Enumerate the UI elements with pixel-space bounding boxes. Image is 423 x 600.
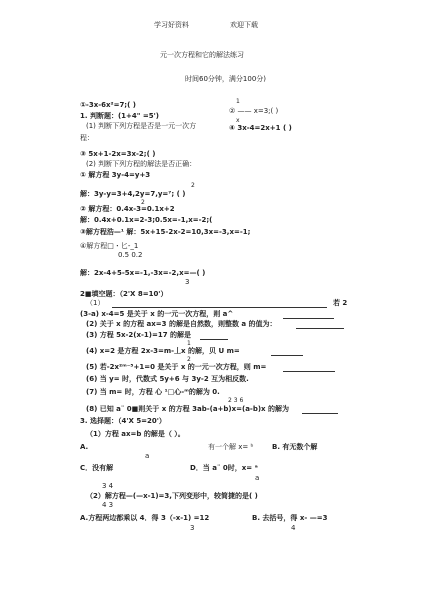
text-line: (3-a) x-4=5 是关于 x 的一元一次方程，则 a^ <box>80 310 234 318</box>
text-line: ② —— x=3;( ) <box>229 107 279 115</box>
answer-blank[interactable] <box>302 406 338 414</box>
text-line: ① 解方程 3y-4=y+3 <box>80 171 151 179</box>
text-line: 2 3 6 <box>228 397 244 404</box>
text-line: x <box>236 117 240 124</box>
text-line: A. <box>80 443 89 451</box>
text-line: D．当 a¨ 0时，x= ᵃ <box>190 464 258 472</box>
text-line: 1 <box>236 98 240 105</box>
text-line: 3 4 <box>102 482 114 490</box>
text-line: 解：0.4x+0.1x=2-3;0.5x=-1,x=-2;( <box>80 216 213 224</box>
answer-blank[interactable] <box>283 311 334 319</box>
answer-blank[interactable] <box>283 364 335 372</box>
text-line: 有一个解 x= ᵇ <box>208 443 254 451</box>
answer-blank[interactable] <box>296 321 344 329</box>
answer-blank[interactable] <box>200 332 228 340</box>
page-subtitle: 时间60分钟，满分100分) <box>185 75 266 83</box>
text-line: 3. 选择题：（4'X 5=20'） <box>80 417 166 425</box>
text-line: 1. 判断题：(1+4" =5') <box>80 112 159 120</box>
text-line: ③ 5x+1-2x=3x-2;( ) <box>80 150 156 158</box>
text-line: （2）解方程—(—x-1)=3,下列变形中，较简捷的是( ) <box>86 492 258 500</box>
text-line: (4) x=2 是方程 2x-3=m-丄x 的解，贝 U m= <box>86 347 240 355</box>
page-title: 元一次方程和它的解法练习 <box>160 51 244 59</box>
text-line: (2) 关于 x 的方程 ax=3 的解是自然数，则整数 a 的值为： <box>86 320 277 328</box>
text-line: C．没有解 <box>80 464 114 472</box>
text-line: (5) 若-2x²ᵐ⁻⁵+1=0 是关于 x 的一元一次方程，则 m= <box>86 363 267 371</box>
text-line: B. 有无数个解 <box>272 443 318 451</box>
header-left: 学习好资料 <box>154 21 189 29</box>
text-line: (7) 当 m= 时，方程 心 ¹□心-ᵐ的解为 0. <box>86 388 220 396</box>
text-line: ④ 3x-4=2x+1 ( ) <box>229 124 292 132</box>
answer-blank[interactable] <box>271 348 303 356</box>
text-line: （1）方程 ax=b 的解是（ ）。 <box>86 430 185 438</box>
text-line: 3 <box>185 278 190 286</box>
text-line: 解：2x-4+5-5x=-1,-3x=-2,x=—( ) <box>80 269 206 277</box>
text-line: 4 3 <box>102 501 114 509</box>
text-line: ①-3x-6x²=7;( ) <box>80 101 136 109</box>
text-line: 2 <box>191 182 195 189</box>
text-line: a <box>145 452 150 460</box>
text-line: （1） <box>86 299 105 307</box>
text-line: (3) 方程 5x-2(x-1)=17 的解是 <box>86 331 192 339</box>
text-line: 2■填空题：（2'X 8=10'） <box>80 290 168 298</box>
text-line: (2) 判断下列方程的解法是否正确： <box>86 160 197 168</box>
answer-blank[interactable] <box>112 300 327 308</box>
text-line: ② 解方程：0.4x-3=0.1x+2 <box>80 205 175 213</box>
text-line: a <box>255 474 260 482</box>
text-line: (6) 当 y= 时，代数式 5y+6 与 3y-2 互为相反数. <box>86 375 249 383</box>
text-line: ④解方程□・匕-_1 <box>80 242 139 250</box>
text-line: B. 去括号，得 x- —=3 <box>252 514 328 522</box>
text-line: (8) 已知 a¨ 0■则关于 x 的方程 3ab-(a+b)x=(a-b)x 的解为 <box>86 405 289 413</box>
text-line: ③解方程浩—¹ 解：5x+15-2x-2=10,3x=-3,x=-1; <box>80 228 251 236</box>
text-line: 2 <box>187 356 191 363</box>
text-line: 解：3y-y=3+4,2y=7,y=⁷; ( ) <box>80 190 186 198</box>
text-line: (1) 判断下列方程是否是一元一次方 <box>86 122 197 130</box>
text-line: 若 2 <box>333 299 348 307</box>
text-line: 1 <box>187 340 191 347</box>
text-line: 4 <box>291 524 296 532</box>
text-line: A.方程两边都乘以 4．得 3（-x-1) =12 <box>80 514 210 522</box>
text-line: 0.5 0.2 <box>118 251 143 259</box>
text-line: 2 <box>141 199 145 206</box>
text-line: 程： <box>80 134 94 142</box>
header-right: 欢迎下载 <box>230 21 258 29</box>
text-line: 3 <box>190 524 195 532</box>
